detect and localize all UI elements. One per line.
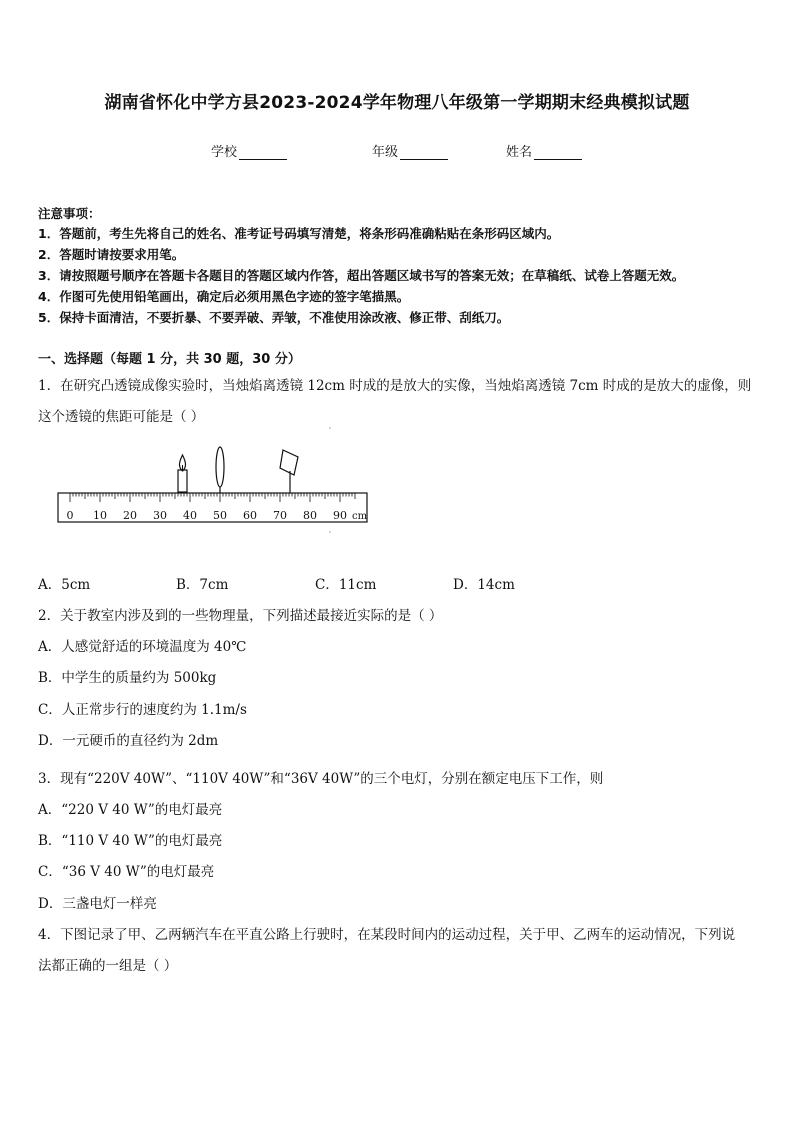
ruler-unit: cm	[352, 511, 368, 522]
q1-option-b: B．7cm	[176, 577, 229, 593]
ruler-tick-label: 40	[183, 509, 197, 522]
ruler-tick-label: 60	[243, 509, 257, 522]
note-item: 1．答题前，考生先将自己的姓名、准考证号码填写清楚，将条形码准确粘贴在条形码区域内。	[38, 226, 560, 241]
optical-bench-figure	[50, 425, 380, 537]
lens-icon	[216, 447, 224, 493]
q3-option-d: D．三盏电灯一样亮	[38, 896, 157, 912]
q2-option-a: A．人感觉舒适的环境温度为 40℃	[38, 639, 247, 655]
q4-stem-line1: 4．下图记录了甲、乙两辆汽车在平直公路上行驶时，在某段时间内的运动过程，关于甲、乙两车的运动情况，下列说	[38, 927, 736, 943]
q3-option-c: C．“36 V 40 W”的电灯最亮	[38, 864, 215, 880]
grade-label: 年级	[372, 145, 399, 160]
q2-stem: 2．关于教室内涉及到的一些物理量，下列描述最接近实际的是（ ）	[38, 608, 443, 624]
q2-option-b: B．中学生的质量约为 500kg	[38, 670, 217, 686]
candle-icon	[178, 455, 187, 492]
q1-option-c: C．11cm	[315, 577, 377, 593]
ruler-tick-label: 0	[66, 509, 74, 522]
q1-option-d: D．14cm	[453, 577, 515, 593]
q2-option-d: D．一元硬币的直径约为 2dm	[38, 733, 219, 749]
note-item: 5．保持卡面清洁，不要折暴、不要弄破、弄皱，不准使用涂改液、修正带、刮纸刀。	[38, 310, 510, 325]
note-item: 4．作图可先使用铅笔画出，确定后必须用黑色字迹的签字笔描黑。	[38, 289, 410, 304]
ruler-tick-label: 50	[213, 509, 227, 522]
section-heading: 一、选择题（每题 1 分，共 30 题，30 分）	[38, 352, 301, 367]
note-item: 2．答题时请按要求用笔。	[38, 247, 185, 262]
school-label: 学校	[211, 145, 238, 160]
q3-stem: 3．现有“220V 40W”、“110V 40W”和“36V 40W”的三个电灯，分别在额定电压下工作，则	[38, 771, 604, 787]
grade-blank	[400, 146, 448, 160]
ruler-tick-label: 20	[123, 509, 137, 522]
ruler-tick-label: 10	[93, 509, 107, 522]
name-label: 姓名	[506, 145, 533, 160]
school-field	[211, 141, 287, 160]
q4-stem-line2: 法都正确的一组是（ ）	[38, 958, 178, 974]
name-blank	[534, 146, 582, 160]
note-item: 3．请按照题号顺序在答题卡各题目的答题区域内作答，超出答题区域书写的答案无效；在草稿纸、试卷上答题无效。	[38, 268, 685, 283]
ruler-tick-label: 70	[273, 509, 287, 522]
name-field	[506, 141, 582, 160]
q2-option-c: C．人正常步行的速度约为 1.1m/s	[38, 702, 247, 718]
school-blank	[239, 146, 287, 160]
q1-stem-line2: 这个透镜的焦距可能是（ ）	[38, 409, 205, 425]
ruler-tick-label: 30	[153, 509, 167, 522]
q1-option-a: A．5cm	[38, 577, 91, 593]
ruler-tick-label: 80	[303, 509, 317, 522]
q3-option-b: B．“110 V 40 W”的电灯最亮	[38, 833, 223, 849]
grade-field	[372, 141, 448, 160]
screen-icon	[280, 450, 298, 493]
exam-title: 湖南省怀化中学方县2023-2024学年物理八年级第一学期期末经典模拟试题	[104, 93, 690, 113]
q1-stem-line1: 1．在研究凸透镜成像实验时，当烛焰离透镜 12cm 时成的是放大的实像，当烛焰离透镜 7cm 时成的是放大的虚像，则	[38, 378, 752, 394]
ruler-tick-label: 90	[333, 509, 347, 522]
q3-option-a: A．“220 V 40 W”的电灯最亮	[38, 802, 223, 818]
notes-heading: 注意事项：	[38, 206, 101, 221]
